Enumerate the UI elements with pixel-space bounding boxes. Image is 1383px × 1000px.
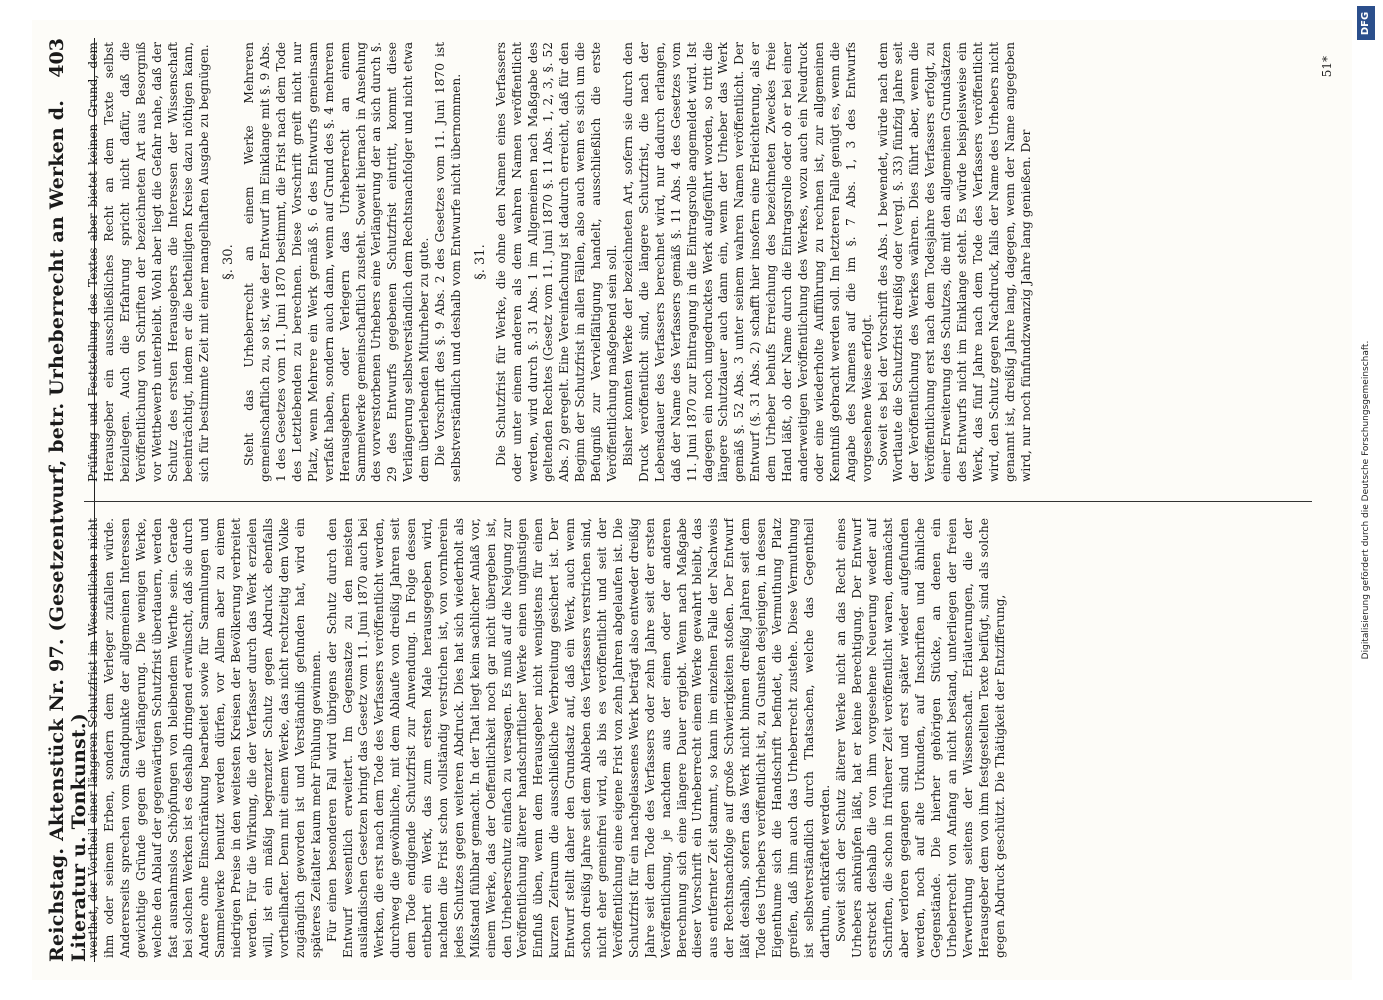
section-heading: §. 31. <box>472 244 488 280</box>
paragraph: Die Schutzfrist für Werke, die ohne den Namen eines Verfassers oder unter einem anderen als dem wahren Namen veröffentlicht werden, wird durch §. 31 Abs. 1 im Allgemeinen nach Maßgabe des geltenden Rechtes (Gesetz vom 11. Juni 1870 §. 11 Abs. 1, 2, 3, §. 52 Abs. 2) geregelt. Eine Vereinfachung ist dadurch erreicht, daß für den Beginn der Schutzfrist in allen Fällen, also auch wenn es sich um die Befugniß zur Vervielfältigung handelt, ausschließlich die erste Veröffentlichung maßgebend sein soll. <box>493 42 619 482</box>
paragraph: Für einen besonderen Fall wird übrigens der Schutz durch den Entwurf wesentlich erweitert. Im Gegensatze zu den meisten ausländischen Gesetzen bringt das Gesetz vom 11. Juni 1870 auch bei Werken, die erst nach dem Tode des Verfassers veröffentlicht werden, durchweg die gewöhnliche, mit dem Ablaufe von dreißig Jahren seit dem Tode endigende Schutzfrist zur Anwendung. In Folge dessen entbehrt ein Werk, das zum ersten Male herausgegeben wird, nachdem die Frist schon vollständig verstrichen ist, von vornherein jedes Schutzes gegen weiteren Abdruck. Dies hat sich wiederholt als Mißstand fühlbar gemacht. In der That liegt kein sachlicher Anlaß vor, einem Werke, das der Oeffentlichkeit noch gar nicht übergeben ist, den Urheberschutz einfach zu versagen. Es muß auf die Neigung zur Veröffentlichung älterer handschriftlicher Werke einen ungünstigen Einfluß üben, wenn dem Herausgeber nicht wenigstens für einen kurzen Zeitraum die ausschließliche Verbreitung gesichert ist. Der Entwurf stellt daher den Grundsatz auf, daß ein Werk, auch wenn schon dreißig Jahre seit dem Ableben des Verfassers verstrichen sind, nicht eher gemeinfrei wird, als bis es veröffentlicht und seit der Veröffentlichung eine eigene Frist von zehn Jahren abgelaufen ist. Die Schutzfrist für ein nachgelassenes Werk beträgt also entweder dreißig Jahre seit dem Tode des Verfassers oder zehn Jahre seit der ersten Veröffentlichung, je nachdem aus der einen oder der anderen Berechnung sich eine längere Dauer ergiebt. Wenn nach Maßgabe dieser Vorschrift ein Urheberrecht einem Werke gewahrt bleibt, das aus entfernter Zeit stammt, so kann im einzelnen Falle der Nachweis der Rechtsnachfolge auf große Schwierigkeiten stoßen. Der Entwurf läßt deshalb, sofern das Werk nicht binnen dreißig Jahren seit dem Tode des Urhebers veröffentlicht ist, zu Gunsten desjenigen, in dessen Eigenthume sich die Handschrift befindet, die Vermuthung Platz greifen, daß ihm auch das Urheberrecht zustehe. Diese Vermuthung ist selbstverständlich durch Thatsachen, welche das Gegentheil darthun, entkräftet werden. <box>324 518 832 958</box>
paragraph: Prüfung und Feststellung des Textes aber bietet keinen Grund, dem Herausgeber ein ausschließliches Recht an dem Texte selbst beizulegen. Auch die Erfahrung spricht nicht dafür, daß die Veröffentlichung von Schriften der bezeichneten Art aus Besorgniß vor Wettbewerb unterbleibt. Wohl aber liegt die Gefahr nahe, daß der Schutz des ersten Herausgebers die Interessen der Wissenschaft beeinträchtigt, indem er die betheiligten Kreise dazu nöthigen kann, sich für bestimmte Zeit mit einer mangelhaften Ausgabe zu begnügen. <box>85 42 211 482</box>
paragraph: Bisher konnten Werke der bezeichneten Art, sofern sie durch den Druck veröffentlicht sind, die längere Schutzfrist, die nach der Lebensdauer des Verfassers berechnet wird, nur dadurch erlangen, daß der Name des Verfassers gemäß §. 11 Abs. 4 des Gesetzes vom 11. Juni 1870 zur Eintragung in die Eintragsrolle angemeldet wird. Ist dagegen ein noch ungedrucktes Werk aufgeführt worden, so tritt die längere Schutzdauer auch dann ein, wenn der Urheber das Werk gemäß §. 52 Abs. 3 unter seinem wahren Namen veröffentlicht. Der Entwurf (§. 31 Abs. 2) schafft hier insofern eine Erleichterung, als er dem Urheber behufs Erreichung des bezeichneten Zweckes freie Hand läßt, ob der Name durch die Eintragsrolle oder ob er bei einer anderweitigen Veröffentlichung des Werkes, wozu auch ein Neudruck oder eine wiederholte Aufführung zu rechnen ist, zur allgemeinen Kenntniß gebracht werden soll. Im letzteren Falle genügt es, wenn die Angabe des Namens auf die im §. 7 Abs. 1, 3 des Entwurfs vorgesehene Weise erfolgt. <box>620 42 874 482</box>
digitization-credit <box>1355 0 1377 1000</box>
column-divider <box>84 501 1312 502</box>
paragraph: Soweit sich der Schutz älterer Werke nicht an das Recht eines Urhebers anknüpfen läßt, hat er keine Berechtigung. Der Entwurf erstreckt deshalb die von ihm vorgesehene Neuerung weder auf Schriften, die schon in früherer Zeit veröffentlicht waren, demnächst aber verloren gegangen sind und erst später wieder aufgefunden werden, noch auf alte Urkunden, auf Inschriften und ähnliche Gegenstände. Die hierher gehörigen Stücke, an denen ein Urheberrecht von Anfang an nicht bestand, unterliegen der freien Verwerthung seitens der Wissenschaft. Erläuterungen, die der Herausgeber dem von ihm festgestellten Texte beifügt, sind als solche gegen Abdruck geschützt. Die Thätigkeit der Entzifferung, <box>833 518 1007 958</box>
paragraph: Die Vorschrift des §. 9 Abs. 2 des Gesetzes vom 11. Juni 1870 ist selbstverständlich und deshalb vom Entwurfe nicht übernommen. <box>432 42 463 482</box>
paragraph: Soweit es bei der Vorschrift des Abs. 1 bewendet, würde nach dem Wortlaute die Schutzfrist dreißig oder (vergl. §. 33) fünfzig Jahre seit der Veröffentlichung des Werkes währen. Dies führt aber, wenn die Veröffentlichung erst nach dem Todesjahre des Verfassers erfolgt, zu einer Erweiterung des Schutzes, die mit den allgemeinen Grundsätzen des Entwurfs nicht im Einklange steht. Es würde beispielsweise ein Werk, das fünf Jahre nach dem Tode des Verfassers veröffentlicht wird, den Schutz gegen Nachdruck, falls der Name des Urhebers nicht genannt ist, dreißig Jahre lang, dagegen, wenn der Name angegeben wird, nur noch fünfundzwanzig Jahre lang genießen. Der <box>875 42 1033 482</box>
left-column <box>86 518 1312 958</box>
page-number: 403 <box>45 38 68 78</box>
scanned-page <box>32 20 1352 980</box>
signature-mark: 51* <box>1319 56 1334 78</box>
logo-text: DFG <box>1360 11 1372 35</box>
section-heading: §. 30. <box>220 244 236 280</box>
credit-text: Digitalisierung gefördert durch die Deutsche Forschungsgemeinschaft. <box>1361 340 1371 660</box>
paragraph: Steht das Urheberrecht an einem Werke Mehreren gemeinschaftlich zu, so ist, wie der Entwurf im Einklange mit §. 9 Abs. 1 des Gesetzes vom 11. Juni 1870 bestimmt, die Frist nach dem Tode des Letztlebenden zu berechnen. Diese Vorschrift greift nicht nur Platz, wenn Mehrere ein Werk gemäß §. 6 des Entwurfs gemeinsam verfaßt haben, sondern auch dann, wenn auf Grund des §. 4 mehreren Herausgebern oder Verlegern das Urheberrecht an einem Sammelwerke gemeinschaftlich zusteht. Soweit hiernach in Ansehung des vorverstorbenen Urhebers eine Verlängerung der an sich durch §. 29 des Entwurfs gegebenen Schutzfrist eintritt, kommt diese Verlängerung selbstverständlich dem Rechtsnachfolger und nicht etwa dem überlebenden Miturheber zu gute. <box>241 42 431 482</box>
right-column <box>86 42 1312 482</box>
dfg-logo <box>1357 6 1375 40</box>
running-head: Reichstag. Aktenstück Nr. 97. (Gesetzentwurf, betr. Urheberrecht an Werken d. Literatur u. Tonkunst.) <box>45 99 90 962</box>
paragraph: werthet, der Vortheil einer längeren Schutzfrist im Wesentlichen nicht ihm oder seinem Erben, sondern dem Verleger zufallen würde. Andererseits sprechen vom Standpunkte der allgemeinen Interessen gewichtige Gründe gegen die Verlängerung. Die wenigen Werke, welche den Ablauf der gegenwärtigen Schutzfrist überdauern, werden fast ausnahmslos Schöpfungen von bleibendem Werthe sein. Gerade bei solchen Werken ist es deshalb dringend erwünscht, daß sie durch Andere ohne Einschränkung bearbeitet sowie für Sammlungen und Sammelwerke benutzt werden dürfen, vor Allem aber zu einem niedrigen Preise in den weitesten Kreisen der Bevölkerung verbreitet werden. Für die Wirkung, die der Verfasser durch das Werk erzielen will, ist ein mäßig begrenzter Schutz gegen Abdruck ebenfalls vortheilhafter. Denn mit einem Werke, das nicht rechtzeitig dem Volke zugänglich geworden ist und Verständniß gefunden hat, wird ein späteres Zeitalter kaum mehr Fühlung gewinnen. <box>85 518 323 958</box>
